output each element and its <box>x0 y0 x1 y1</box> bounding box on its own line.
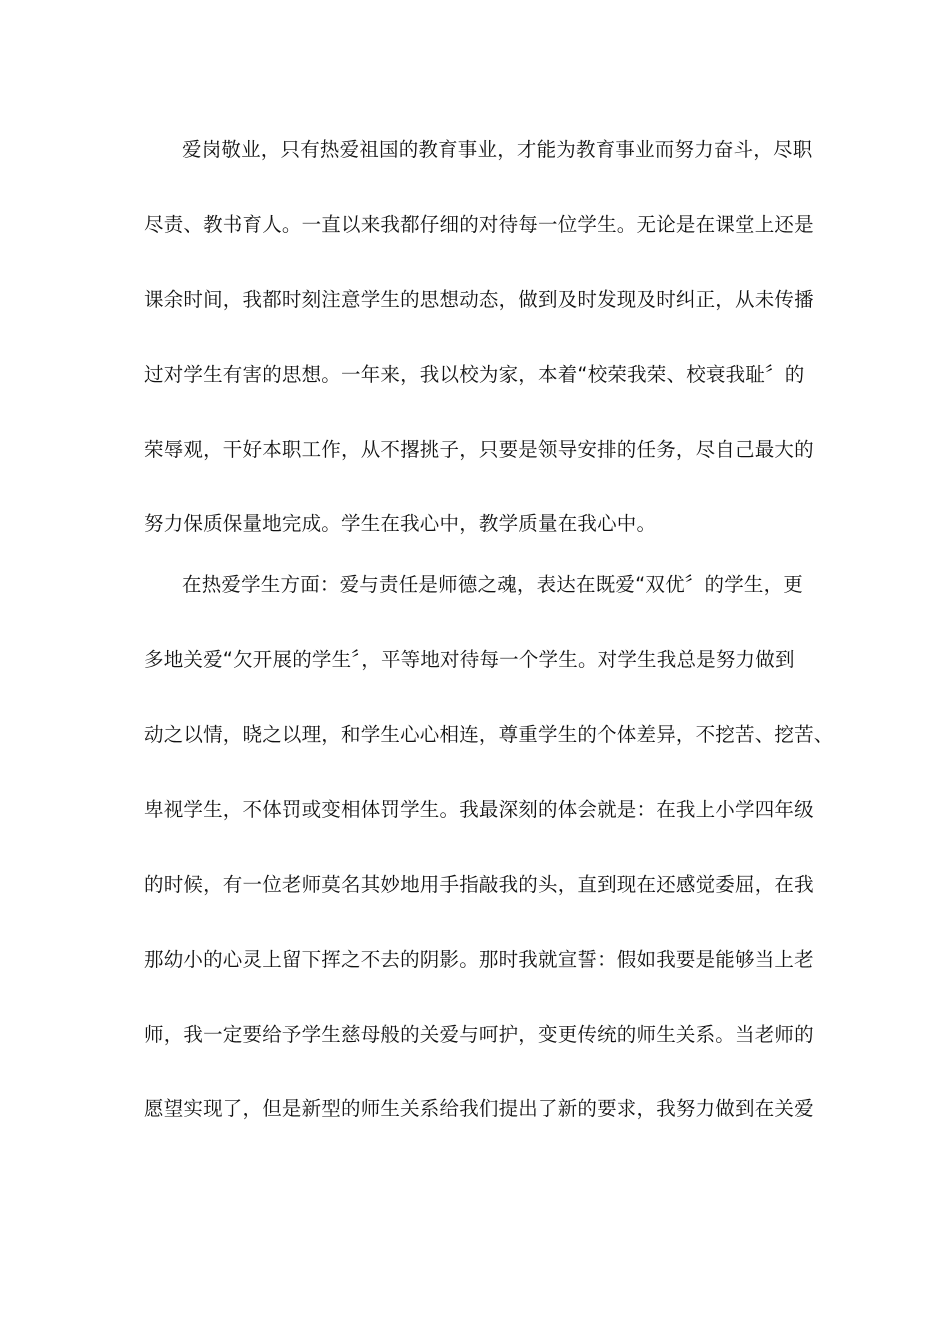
paragraph-2-line-8: 愿望实现了，但是新型的师生关系给我们提出了新的要求，我努力做到在关爱 <box>144 1097 814 1120</box>
paragraph-2-line-2: 多地关爱“欠开展的学生〞，平等地对待每一个学生。对学生我总是努力做到 <box>144 648 795 671</box>
paragraph-1-line-5: 荣辱观，干好本职工作，从不撂挑子，只要是领导安排的任务，尽自己最大的 <box>144 438 814 461</box>
paragraph-2-line-4: 卑视学生，不体罚或变相体罚学生。我最深刻的体会就是：在我上小学四年级 <box>144 798 814 821</box>
paragraph-2-line-3: 动之以情，晓之以理，和学生心心相连，尊重学生的个体差异，不挖苦、挖苦、 <box>144 723 834 746</box>
paragraph-2-line-6: 那幼小的心灵上留下挥之不去的阴影。那时我就宣誓：假如我要是能够当上老 <box>144 948 814 971</box>
paragraph-1-line-3: 课余时间，我都时刻注意学生的思想动态，做到及时发现及时纠正，从未传播 <box>144 288 814 311</box>
paragraph-1-line-1: 爱岗敬业，只有热爱祖国的教育事业，才能为教育事业而努力奋斗，尽职 <box>182 138 813 161</box>
paragraph-1-line-6: 努力保质保量地完成。学生在我心中，教学质量在我心中。 <box>144 512 657 535</box>
paragraph-2-line-1: 在热爱学生方面：爱与责任是师德之魂，表达在既爱“双优〞的学生，更 <box>182 573 804 596</box>
paragraph-1-line-2: 尽责、教书育人。一直以来我都仔细的对待每一位学生。无论是在课堂上还是 <box>144 213 814 236</box>
paragraph-1-line-4: 过对学生有害的思想。一年来，我以校为家，本着“校荣我荣、校衰我耻〞的 <box>144 363 805 386</box>
paragraph-2-line-7: 师，我一定要给予学生慈母般的关爱与呵护，变更传统的师生关系。当老师的 <box>144 1023 814 1046</box>
paragraph-2-line-5: 的时候，有一位老师莫名其妙地用手指敲我的头，直到现在还感觉委屈，在我 <box>144 873 814 896</box>
